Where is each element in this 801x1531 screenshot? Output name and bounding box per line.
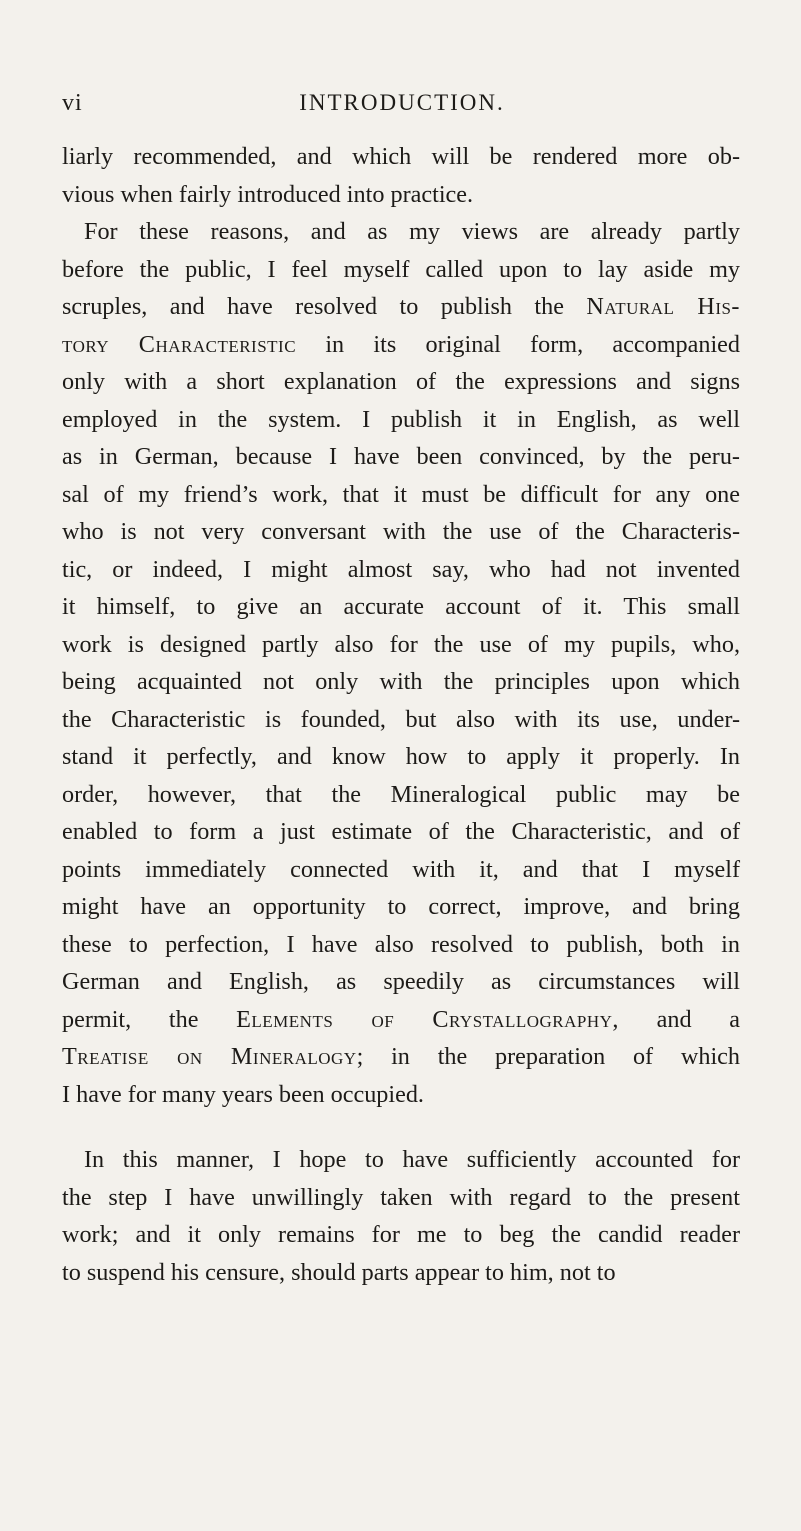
text-run: sal of my friend’s work, that it must be difficult for any one	[62, 480, 740, 508]
text-line	[62, 476, 740, 514]
text-line	[62, 326, 740, 364]
text-run: enabled to form a just estimate of the Characteristic, and of	[62, 818, 740, 845]
text-run: work is designed partly also for the use of my pupils, who,	[62, 630, 740, 658]
text-line	[62, 926, 740, 964]
text-run: order, however, that the Mineralogical public may be	[62, 780, 740, 808]
text-line	[62, 1076, 740, 1114]
text-run: stand it perfectly, and know how to apply it properly. In	[62, 743, 740, 770]
text-line	[62, 851, 740, 889]
text-line	[62, 1038, 740, 1076]
text-line	[62, 401, 740, 439]
text-run: points immediately connected with it, and that I myself	[62, 855, 740, 883]
text-run: I have for many years been occupied.	[62, 1080, 424, 1108]
text-run: tic, or indeed, I might almost say, who had not invented	[62, 555, 740, 583]
text-line	[62, 888, 740, 926]
running-title: INTRODUCTION.	[299, 90, 505, 115]
text-line	[62, 663, 740, 701]
text-run: liarly recommended, and which will be rendered more ob-	[62, 143, 740, 170]
text-line	[62, 438, 740, 476]
text-line	[62, 738, 740, 776]
text-line	[62, 963, 740, 1001]
text-run: these to perfection, I have also resolved to publish, both in	[62, 930, 740, 958]
text-run: permit, the	[62, 1005, 237, 1033]
text-line	[62, 251, 740, 289]
small-caps-title: Natural His-	[586, 293, 740, 320]
text-run: only with a short explanation of the expressions and signs	[62, 368, 740, 395]
small-caps-title: tory Characteristic	[62, 330, 297, 358]
text-run: who is not very conversant with the use of the Characteris-	[62, 518, 740, 545]
text-line	[62, 138, 740, 176]
text-run: work; and it only remains for me to beg the candid reader	[62, 1221, 740, 1248]
text-run: For these reasons, and as my views are already partly	[84, 218, 740, 245]
text-run: it himself, to give an accurate account of it. This small	[62, 593, 740, 620]
text-line	[62, 1254, 740, 1292]
text-line	[62, 213, 740, 251]
text-run: the Characteristic is founded, but also with its use, under-	[62, 705, 740, 733]
paragraph-gap	[62, 1113, 740, 1141]
text-run: German and English, as speedily as circumstances will	[62, 968, 740, 995]
text-run: as in German, because I have been convinced, by the peru-	[62, 443, 740, 470]
text-run: employed in the system. I publish it in English, as well	[62, 405, 740, 433]
text-line	[62, 288, 740, 326]
text-run: being acquainted not only with the principles upon which	[62, 668, 740, 695]
text-line	[62, 813, 740, 851]
text-run: might have an opportunity to correct, improve, and bring	[62, 893, 740, 920]
text-run: and a	[618, 1005, 741, 1033]
text-line	[62, 513, 740, 551]
running-head	[62, 90, 742, 124]
text-run: to suspend his censure, should parts appear to him, not to	[62, 1258, 616, 1286]
text-line	[62, 588, 740, 626]
text-line	[62, 1179, 740, 1217]
text-run: the step I have unwillingly taken with regard to the present	[62, 1183, 740, 1211]
paragraph	[62, 1141, 740, 1291]
small-caps-title: Elements of Crystallography,	[236, 1005, 619, 1033]
text-line	[62, 776, 740, 814]
text-line	[62, 363, 740, 401]
paragraph	[62, 213, 740, 1113]
text-run: In this manner, I hope to have sufficiently accounted for	[84, 1146, 740, 1173]
text-line	[62, 1216, 740, 1254]
body-text	[62, 138, 740, 1291]
text-run: in its original form, accompanied	[296, 330, 740, 358]
text-line	[62, 1141, 740, 1179]
text-line	[62, 176, 740, 214]
text-run: vious when fairly introduced into practice.	[62, 180, 474, 208]
text-line	[62, 626, 740, 664]
small-caps-title: Treatise on Mineralogy	[62, 1043, 357, 1070]
text-line	[62, 551, 740, 589]
paragraph	[62, 138, 740, 213]
text-line	[62, 701, 740, 739]
text-run: before the public, I feel myself called upon to lay aside my	[62, 255, 740, 283]
text-run: ; in the preparation of which	[356, 1043, 740, 1070]
text-line	[62, 1001, 740, 1039]
text-run: scruples, and have resolved to publish the	[62, 293, 587, 320]
page-number: vi	[62, 90, 83, 116]
